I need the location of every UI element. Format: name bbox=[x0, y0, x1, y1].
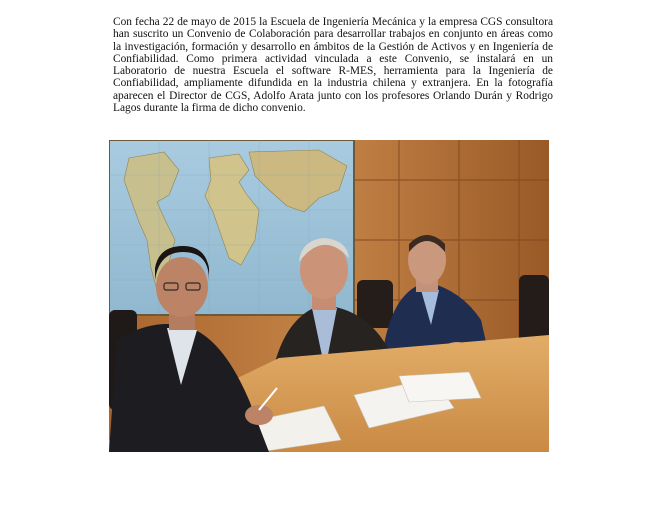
signing-photo bbox=[109, 140, 549, 452]
chair-back-right bbox=[519, 275, 549, 345]
article-paragraph: Con fecha 22 de mayo de 2015 la Escuela de Ingeniería Mecánica y la empresa CGS consultora han suscrito un Convenio de Colaboración para desarrollar trabajos en conjunto en áreas como la investigación, formación y desarrollo en ámbitos de la Gestión de Activos y en Ingeniería de Confiabilidad. Como primera actividad vinculada a este Convenio, se instalará en un Laboratorio de nuestra Escuela el software R-MES, herramienta para la Ingeniería de Confiabilidad, ampliamente difundida en la industria chilena y extranjera. En la fotografía aparecen el Director de CGS, Adolfo Arata junto con los profesores Orlando Durán y Rodrigo Lagos durante la firma de dicho convenio. bbox=[113, 16, 553, 115]
